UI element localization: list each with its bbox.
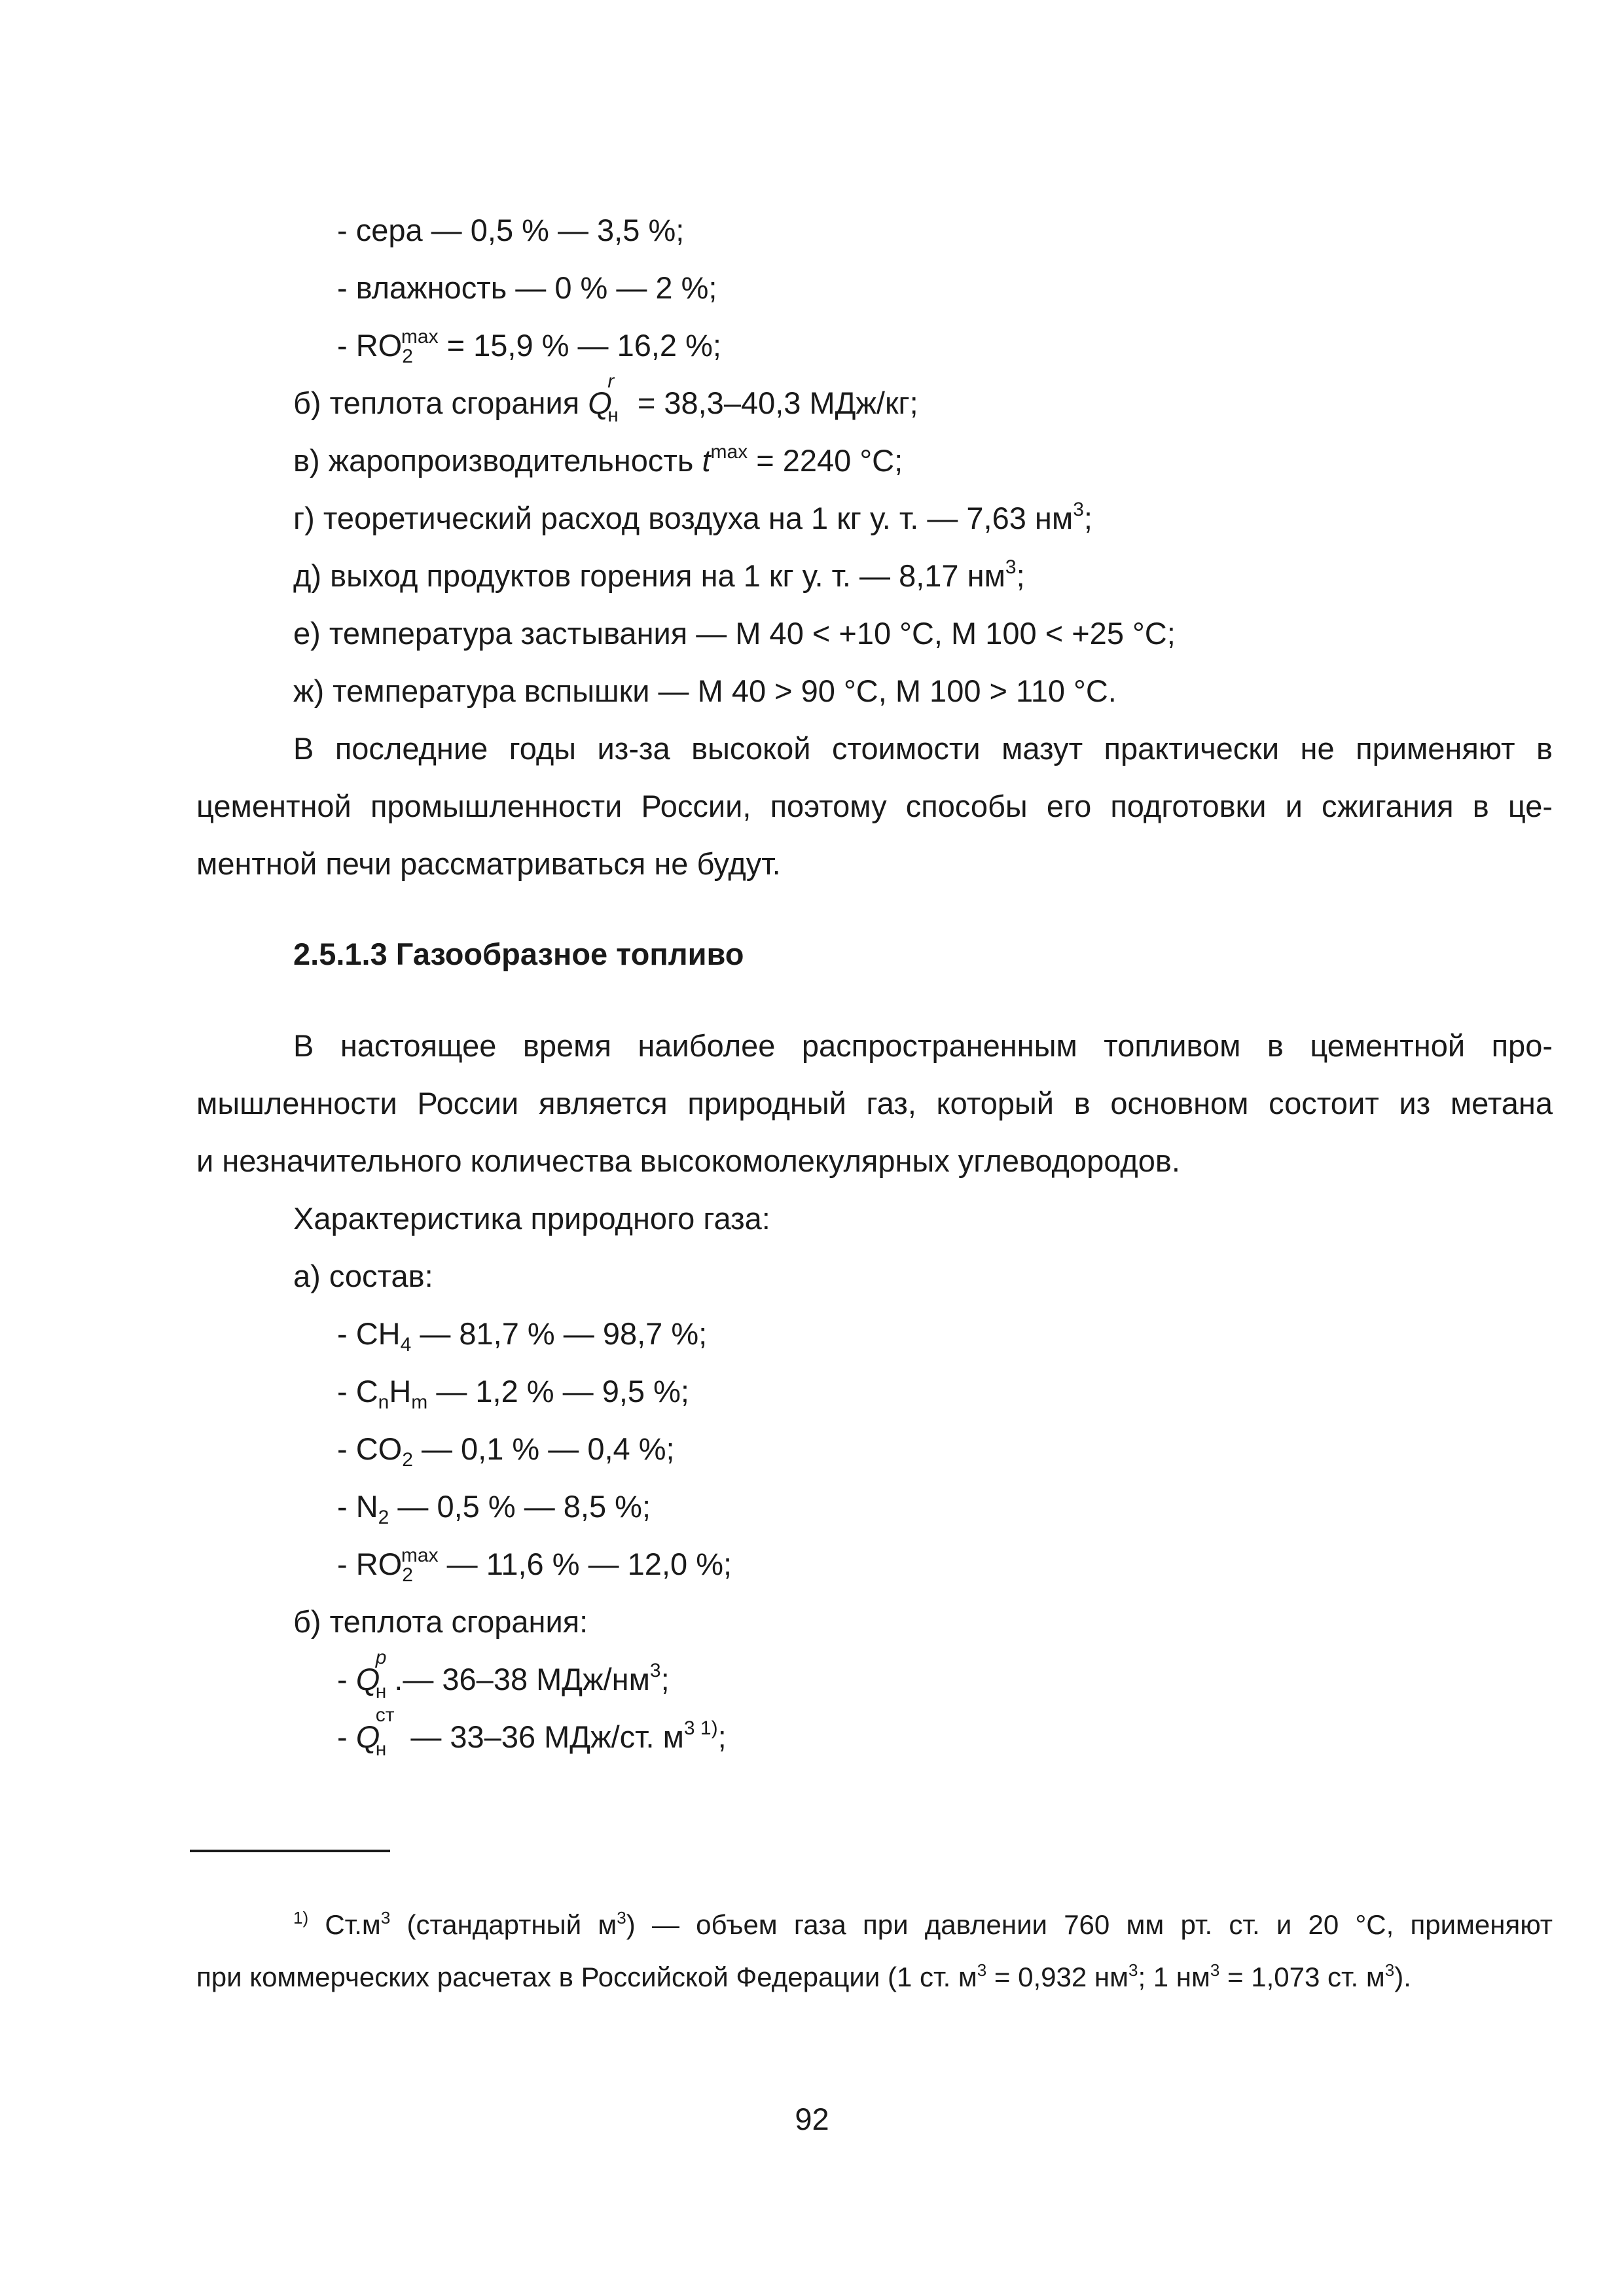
sulfur-line: - сера — 0,5 % — 3,5 %; bbox=[337, 213, 685, 247]
pour-point-line: е) температура застывания — М 40 < +10 °С, М 100 < +25 °С; bbox=[293, 616, 1176, 651]
paragraph-1-line-2: цементной промышленности России, поэтому способы его подготовки и сжигания в це- bbox=[196, 789, 1553, 823]
paragraph-1-line-1: В последние годы из-за высокой стоимости мазут практически не применяют в bbox=[293, 731, 1553, 766]
flash-point-line: ж) температура вспышки — М 40 > 90 °С, М 100 > 110 °С. bbox=[293, 673, 1117, 708]
section-heading: 2.5.1.3 Газообразное топливо bbox=[293, 937, 744, 971]
heat-of-combustion-line: б) теплота сгорания Q r н = 38,3–40,3 МДж/кг; bbox=[293, 370, 918, 426]
ro2-max-line: - $RO_2^{max} = 15,9$ % — 16,2 %; bbox=[337, 326, 721, 367]
paragraph-1-line-3: ментной печи рассматриваться не будут. bbox=[196, 846, 781, 881]
page-number: 92 bbox=[795, 2102, 829, 2136]
paragraph-2-line-2: мышленности России является природный газ, который в основном состоит из метана bbox=[196, 1086, 1553, 1121]
combustion-products-line: д) выход продуктов горения на 1 кг у. т. — 8,17 $нм^3$; bbox=[293, 556, 1025, 593]
heat-output-line: в) жаропроизводительность $t^{max} = 2240$ °С; bbox=[293, 441, 903, 478]
footnote-line-2: при коммерческих расчетах в Российской Федерации (1 ст. $м^3 = 0,932$ $нм^3$; 1 $нм^3 = 1,073$ ст. $м^3$). bbox=[196, 1960, 1411, 1992]
ch4-line: - $CH_4$ — 81,7 % — 98,7 %; bbox=[337, 1316, 708, 1355]
co2-line: - $CO_2$ — 0,1 % — 0,4 %; bbox=[337, 1431, 675, 1471]
ro2-max-gas-line: - $RO_2^{max}$ — 11,6 % — 12,0 %; bbox=[337, 1545, 732, 1586]
n2-line: - $N_2$ — 0,5 % — 8,5 %; bbox=[337, 1489, 651, 1528]
gas-characteristics-line: Характеристика природного газа: bbox=[293, 1201, 770, 1236]
cnhm-line: - $C_nH_m$ — 1,2 % — 9,5 %; bbox=[337, 1374, 689, 1413]
footnote-separator bbox=[190, 1850, 390, 1852]
moisture-line: - влажность — 0 % — 2 %; bbox=[337, 270, 717, 305]
air-consumption-line: г) теоретический расход воздуха на 1 кг у. т. — 7,63 $нм^3$; bbox=[293, 499, 1092, 535]
q-working-line: - Q р н .— 36–38 МДж/$нм^3$; bbox=[337, 1647, 670, 1702]
heat-label: б) теплота сгорания: bbox=[293, 1604, 588, 1639]
composition-label: а) состав: bbox=[293, 1259, 433, 1293]
q-standard-line: - Q ст н — 33–36 МДж/ст. $м^{3 1)}$; bbox=[337, 1704, 727, 1760]
footnote-line-1: $^{1)}$ $Ст.м^3$ (стандартный $м^3$) — объем газа при давлении 760 мм рт. ст. и 20 °С, применяют bbox=[293, 1908, 1553, 1940]
paragraph-2-line-3: и незначительного количества высокомолекулярных углеводородов. bbox=[196, 1143, 1180, 1178]
paragraph-2-line-1: В настоящее время наиболее распространенным топливом в цементной про- bbox=[293, 1028, 1553, 1063]
